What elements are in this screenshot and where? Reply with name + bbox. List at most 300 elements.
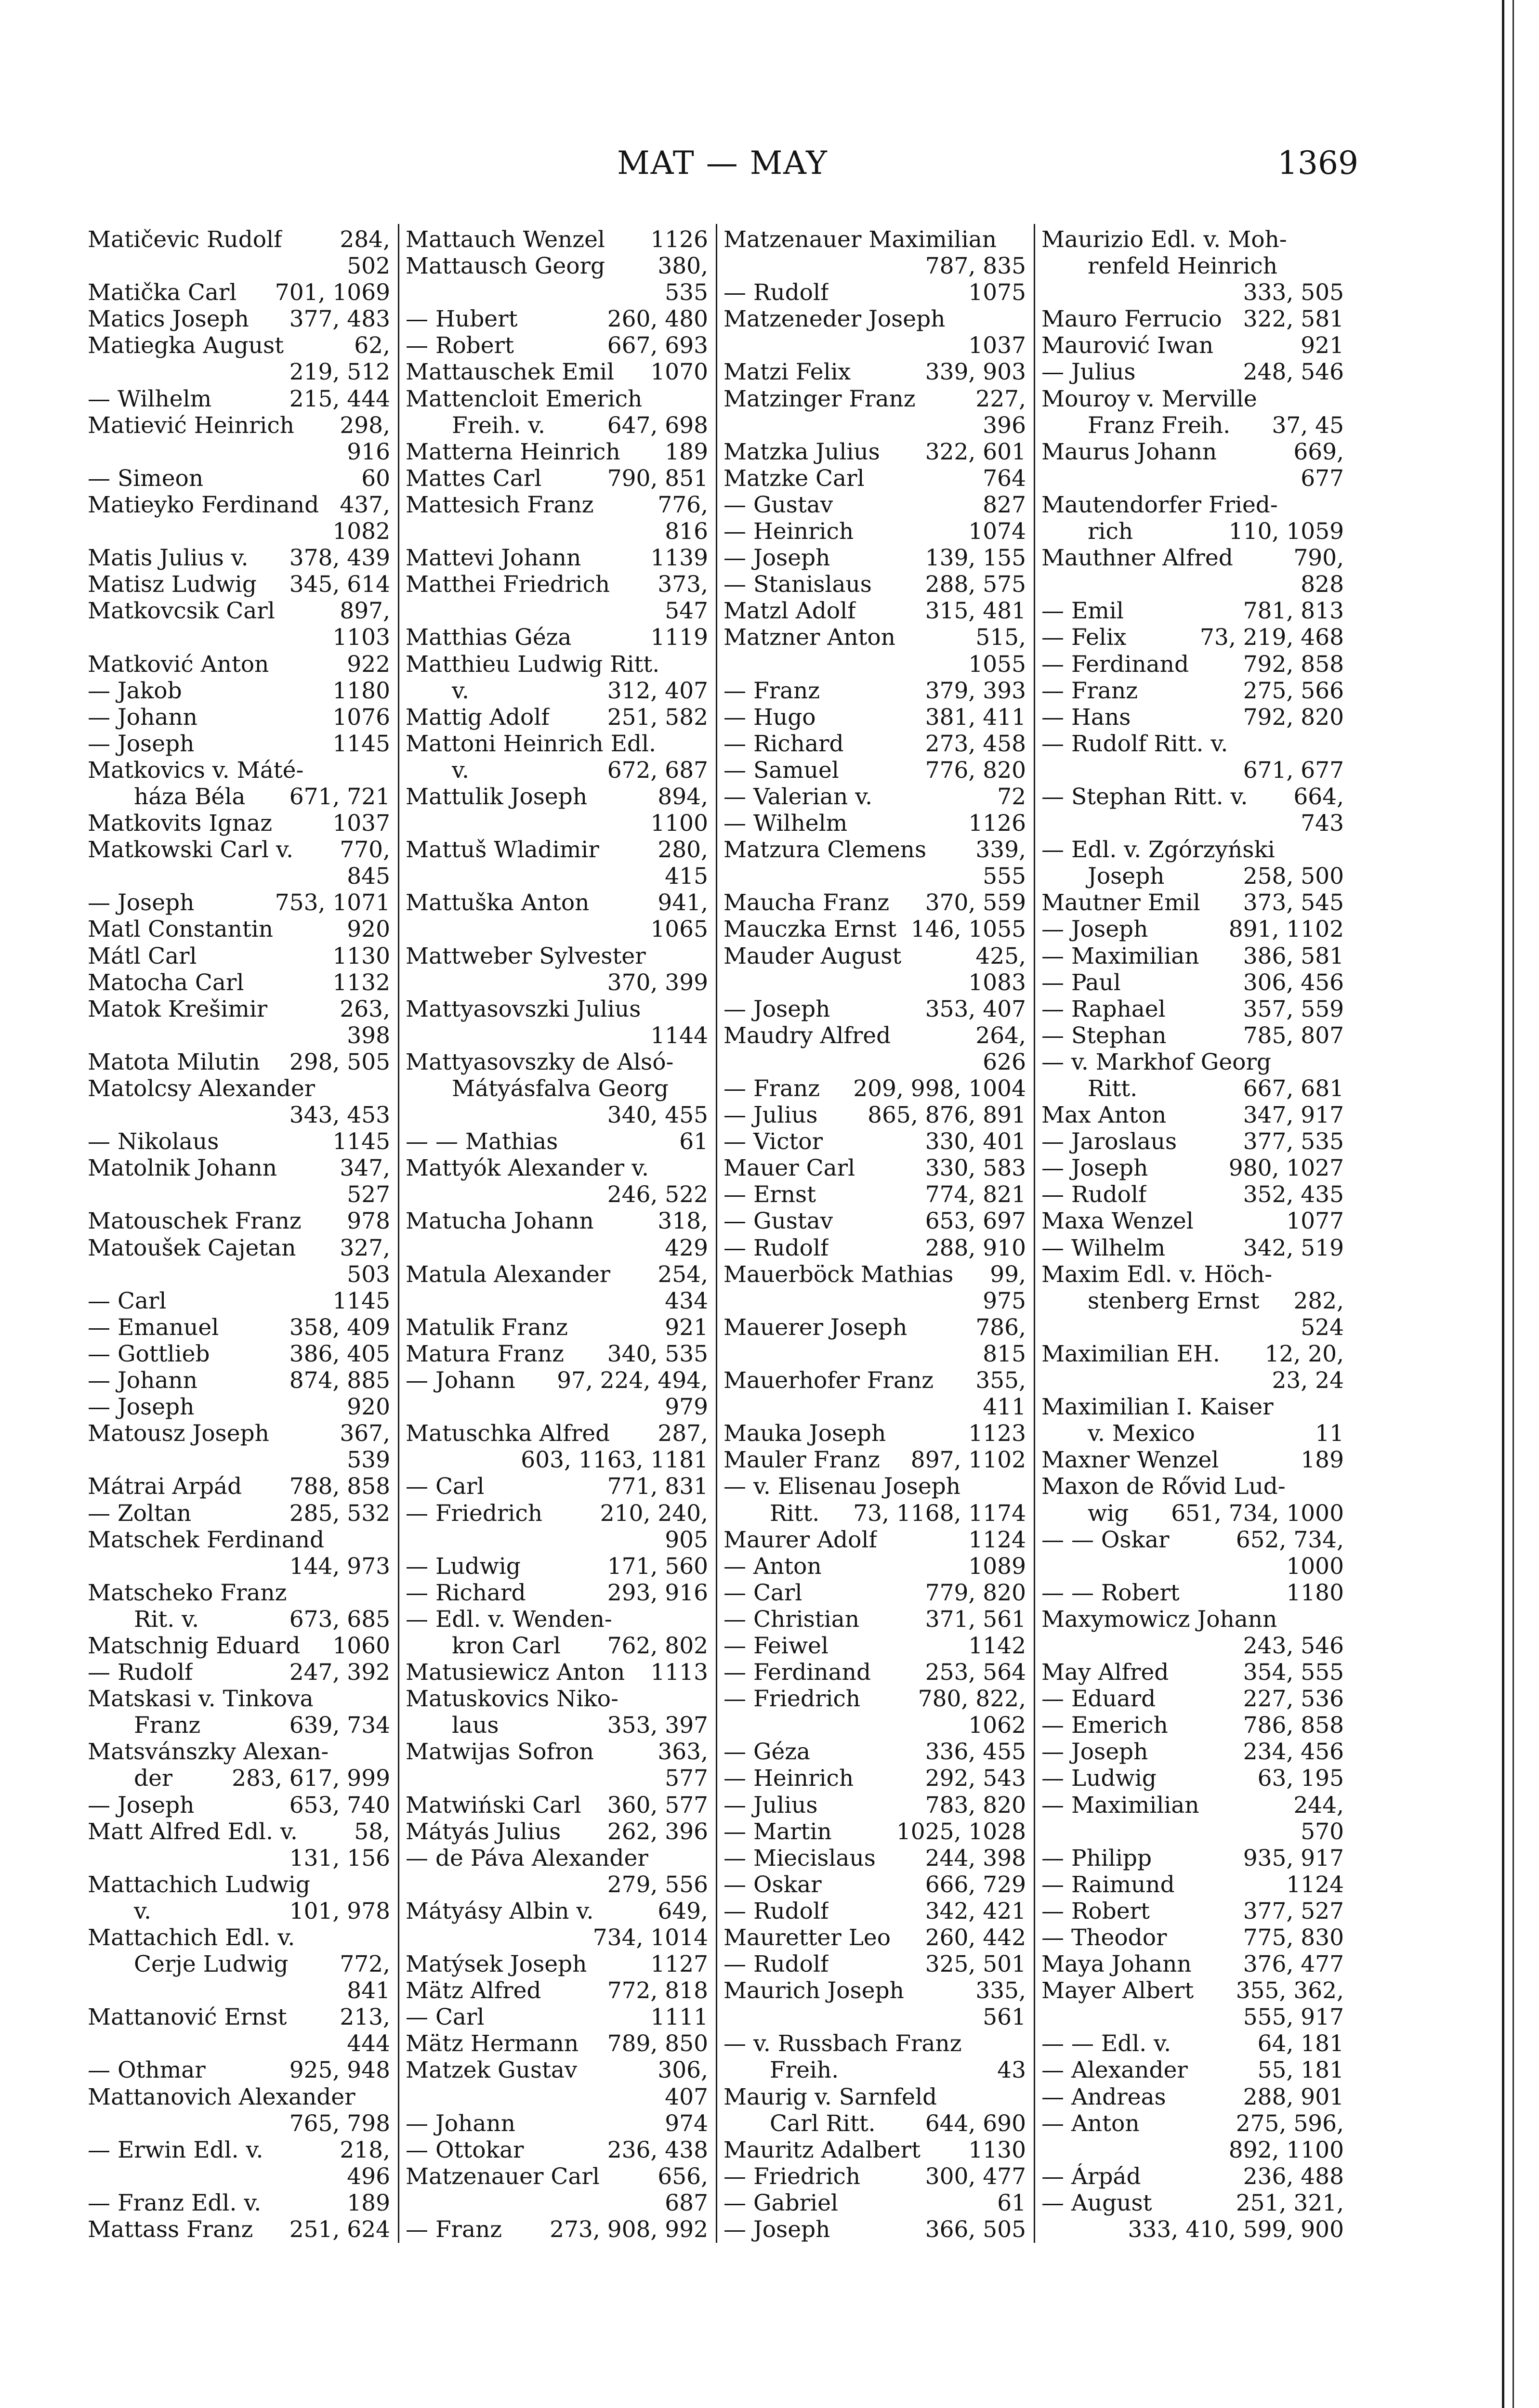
index-entry [723, 624, 1026, 651]
entry-pages: 787, 835 [925, 253, 1026, 280]
entry-pages: 897, 1102 [910, 1447, 1026, 1474]
column-rule [1034, 224, 1035, 2243]
entry-pages: 23, 24 [1272, 1367, 1344, 1394]
entry-name: v. [452, 757, 469, 784]
index-entry [723, 1420, 1026, 1447]
entry-name: — Maximilian [1041, 1792, 1199, 1819]
entry-name: v. [134, 1898, 151, 1924]
index-entry [88, 2030, 390, 2057]
entry-pages: 146, 1055 [910, 916, 1026, 943]
entry-pages: 496 [347, 2163, 390, 2190]
entry-name: — Gustav [723, 491, 833, 518]
index-entry [88, 1102, 390, 1128]
entry-pages: 312, 407 [607, 677, 708, 704]
entry-pages: 626 [983, 1048, 1026, 1075]
index-column-3 [723, 226, 1026, 2243]
index-entry [406, 943, 708, 969]
entry-pages: 244, [1293, 1792, 1344, 1819]
entry-name: Matschnig Eduard [88, 1632, 301, 1659]
entry-name: — Oskar [723, 1871, 822, 1898]
entry-name: — Joseph [723, 2216, 830, 2243]
entry-pages: 12, 20, [1264, 1340, 1344, 1367]
entry-pages: 874, 885 [289, 1367, 390, 1394]
index-entry [1041, 1473, 1344, 1500]
index-entry [88, 2216, 390, 2243]
entry-name: Mouroy v. Merville [1041, 385, 1257, 412]
index-entry [88, 1580, 390, 1606]
entry-pages: 891, 1102 [1228, 916, 1344, 943]
entry-name: — Zoltan [88, 1500, 192, 1527]
entry-name: — Rudolf Ritt. v. [1041, 730, 1228, 757]
entry-pages: 979 [665, 1394, 708, 1421]
entry-name: Matkowski Carl v. [88, 837, 293, 864]
entry-name: Mattesich Franz [406, 491, 594, 518]
entry-pages: 336, 455 [925, 1739, 1026, 1766]
index-entry [1041, 1420, 1344, 1447]
index-entry [1041, 439, 1344, 465]
entry-pages: 555, 917 [1243, 2004, 1344, 2031]
entry-pages: 260, 480 [607, 306, 708, 333]
entry-pages: 377, 483 [289, 306, 390, 333]
entry-name: — Miecislaus [723, 1845, 876, 1871]
entry-pages: 935, 917 [1243, 1845, 1344, 1871]
entry-name: — Rudolf [723, 1951, 829, 1978]
entry-name: Matkovcsik Carl [88, 598, 275, 625]
entry-name: — Franz [723, 677, 820, 704]
entry-pages: 780, 822, [918, 1686, 1026, 1713]
index-entry [1041, 1898, 1344, 1924]
index-entry [723, 2216, 1026, 2243]
index-entry [1041, 1314, 1344, 1341]
index-entry [723, 2190, 1026, 2216]
index-entry [1041, 1739, 1344, 1765]
entry-pages: 667, 693 [607, 332, 708, 359]
entry-pages: 333, 505 [1243, 279, 1344, 306]
entry-name: Matthieu Ludwig Ritt. [406, 651, 660, 678]
entry-name: — Wilhelm [1041, 1234, 1166, 1261]
index-entry [1041, 678, 1344, 704]
index-entry [406, 1845, 708, 1871]
index-entry [406, 837, 708, 863]
index-entry [1041, 1712, 1344, 1739]
index-entry [406, 863, 708, 890]
entry-pages: 656, [658, 2163, 708, 2190]
entry-pages: 357, 559 [1243, 995, 1344, 1022]
entry-pages: 288, 901 [1243, 2083, 1344, 2110]
index-entry [88, 1314, 390, 1341]
entry-pages: 816 [665, 518, 708, 545]
index-entry [1041, 1527, 1344, 1553]
entry-name: — Maximilian [1041, 942, 1199, 969]
entry-name: Mauerer Joseph [723, 1314, 908, 1341]
entry-pages: 770, [340, 837, 390, 864]
entry-name: — Philipp [1041, 1845, 1152, 1871]
entry-name: — Valerian v. [723, 783, 873, 810]
entry-name: — Christian [723, 1606, 859, 1633]
index-entry [88, 1659, 390, 1686]
index-entry [88, 1527, 390, 1553]
index-entry [1041, 890, 1344, 916]
entry-pages: 425, [975, 942, 1026, 969]
index-entry [723, 306, 1026, 332]
entry-name: Franz Freih. [1088, 412, 1231, 439]
entry-name: Matzka Julius [723, 438, 880, 465]
entry-pages: 377, 535 [1243, 1128, 1344, 1155]
index-entry [1041, 1261, 1344, 1288]
entry-pages: 171, 560 [607, 1553, 708, 1580]
entry-name: Maximilian EH. [1041, 1340, 1220, 1367]
entry-pages: 1145 [332, 1287, 390, 1314]
entry-pages: 772, 818 [607, 1977, 708, 2004]
index-entry [88, 598, 390, 624]
entry-pages: 287, [658, 1420, 708, 1447]
entry-pages: 639, 734 [289, 1712, 390, 1739]
index-entry [723, 784, 1026, 810]
entry-pages: 776, [658, 491, 708, 518]
entry-pages: 273, 458 [925, 730, 1026, 757]
entry-name: Maurich Joseph [723, 1977, 904, 2004]
entry-pages: 279, 556 [607, 1871, 708, 1898]
index-entry [88, 2110, 390, 2137]
index-entry [1041, 492, 1344, 518]
entry-name: der [134, 1765, 173, 1792]
index-entry [1041, 1208, 1344, 1234]
entry-pages: 667, 681 [1243, 1075, 1344, 1102]
index-entry [88, 2137, 390, 2163]
index-entry [88, 306, 390, 332]
entry-pages: 327, [340, 1234, 390, 1261]
index-entry [88, 2190, 390, 2216]
entry-name: — Wilhelm [723, 810, 848, 837]
entry-name: Mattachich Edl. v. [88, 1924, 295, 1951]
entry-name: Mauretter Leo [723, 1924, 891, 1951]
entry-pages: 275, 566 [1243, 677, 1344, 704]
entry-pages: 189 [1301, 1447, 1344, 1474]
index-entry [723, 1500, 1026, 1527]
entry-name: Mauerböck Mathias [723, 1261, 954, 1288]
entry-pages: 1060 [332, 1632, 390, 1659]
entry-name: — Robert [406, 332, 514, 359]
entry-pages: 253, 564 [925, 1659, 1026, 1686]
index-entry [406, 306, 708, 332]
entry-name: Matterna Heinrich [406, 438, 620, 465]
entry-name: Joseph [1088, 863, 1165, 890]
entry-pages: 244, 398 [925, 1845, 1026, 1871]
entry-name: Matt Alfred Edl. v. [88, 1818, 298, 1845]
index-entry [723, 253, 1026, 279]
index-entry [406, 1235, 708, 1261]
index-entry [723, 916, 1026, 942]
index-entry [88, 1951, 390, 1977]
index-entry [406, 1394, 708, 1420]
entry-name: Cerje Ludwig [134, 1951, 289, 1978]
entry-name: — Heinrich [723, 1765, 854, 1792]
entry-name: Mátrai Arpád [88, 1473, 242, 1500]
index-entry [88, 1606, 390, 1633]
entry-pages: 1130 [968, 2136, 1026, 2163]
entry-name: Mattyasovszky de Alsó- [406, 1048, 674, 1075]
entry-name: — Joseph [88, 1792, 195, 1819]
index-entry [1041, 1553, 1344, 1580]
entry-name: Freih. [770, 2057, 839, 2084]
entry-pages: 292, 543 [925, 1765, 1026, 1792]
entry-pages: 786, 858 [1243, 1712, 1344, 1739]
entry-name: — Edl. v. Zgórzyński [1041, 837, 1275, 864]
index-entry [1041, 1871, 1344, 1898]
entry-name: — Gustav [723, 1208, 833, 1235]
entry-pages: 1111 [650, 2004, 708, 2031]
entry-name: — Rudolf [88, 1659, 193, 1686]
entry-pages: 367, [340, 1420, 390, 1447]
column-rule [398, 224, 399, 2243]
entry-name: Mauler Franz [723, 1447, 880, 1474]
entry-pages: 227, 536 [1243, 1686, 1344, 1713]
entry-name: Matthei Friedrich [406, 571, 610, 598]
entry-pages: 1000 [1286, 1553, 1344, 1580]
entry-pages: 555 [983, 863, 1026, 890]
entry-pages: 1139 [650, 545, 708, 572]
index-entry [1041, 1181, 1344, 1208]
entry-pages: 248, 546 [1243, 359, 1344, 386]
entry-pages: 1082 [332, 518, 390, 545]
entry-name: — Rudolf [723, 279, 829, 306]
entry-pages: 776, 820 [925, 757, 1026, 784]
index-entry [406, 1049, 708, 1075]
entry-pages: 318, [658, 1208, 708, 1235]
entry-name: Matisz Ludwig [88, 571, 257, 598]
index-entry [1041, 1102, 1344, 1128]
entry-pages: 792, 858 [1243, 651, 1344, 678]
entry-pages: 774, 821 [925, 1181, 1026, 1208]
index-entry [406, 1606, 708, 1633]
index-entry [723, 386, 1026, 412]
entry-pages: 503 [347, 1261, 390, 1288]
index-entry [1041, 1341, 1344, 1367]
index-entry [88, 359, 390, 385]
entry-name: — Julius [1041, 359, 1136, 386]
entry-name: — Paul [1041, 969, 1121, 996]
entry-pages: 411 [983, 1394, 1026, 1421]
index-entry [406, 1181, 708, 1208]
entry-pages: 381, 411 [925, 704, 1026, 731]
entry-name: — Andreas [1041, 2083, 1166, 2110]
index-entry [88, 1420, 390, 1447]
index-entry [406, 2163, 708, 2190]
index-entry [723, 1924, 1026, 1951]
entry-pages: 322, 601 [925, 438, 1026, 465]
entry-name: Matzi Felix [723, 359, 851, 386]
index-entry [406, 598, 708, 624]
index-entry [406, 1898, 708, 1924]
entry-pages: 342, 519 [1243, 1234, 1344, 1261]
entry-name: — Wilhelm [88, 385, 212, 412]
index-entry [723, 1686, 1026, 1712]
entry-pages: 343, 453 [289, 1102, 390, 1129]
entry-pages: 974 [665, 2110, 708, 2137]
index-entry [723, 704, 1026, 731]
entry-name: — Hans [1041, 704, 1131, 731]
index-entry [88, 1500, 390, 1527]
index-entry [88, 731, 390, 757]
entry-pages: 258, 500 [1243, 863, 1344, 890]
index-entry [1041, 545, 1344, 571]
index-entry [406, 1765, 708, 1792]
index-entry [406, 996, 708, 1022]
index-entry [406, 704, 708, 731]
index-entry [723, 757, 1026, 784]
entry-name: Matzek Gustav [406, 2057, 578, 2084]
entry-pages: 110, 1059 [1228, 518, 1344, 545]
index-entry [723, 2137, 1026, 2163]
entry-pages: 293, 916 [607, 1579, 708, 1606]
entry-name: — de Páva Alexander [406, 1845, 648, 1871]
entry-name: — Carl [88, 1287, 167, 1314]
index-entry [88, 704, 390, 731]
entry-pages: 322, 581 [1243, 306, 1344, 333]
entry-name: háza Béla [134, 783, 246, 810]
index-entry [88, 943, 390, 969]
index-entry [406, 1819, 708, 1845]
index-entry [406, 1473, 708, 1500]
entry-name: — Raimund [1041, 1871, 1175, 1898]
entry-pages: 781, 813 [1243, 598, 1344, 625]
entry-name: Mattoni Heinrich Edl. [406, 730, 656, 757]
entry-name: — Joseph [1041, 916, 1148, 943]
index-entry [88, 1155, 390, 1181]
entry-pages: 189 [347, 2189, 390, 2216]
index-entry [88, 1898, 390, 1924]
entry-name: renfeld Heinrich [1088, 253, 1278, 280]
entry-name: Mattyók Alexander v. [406, 1155, 649, 1182]
index-entry [406, 784, 708, 810]
entry-name: wig [1088, 1500, 1129, 1527]
entry-name: Matkovits Ignaz [88, 810, 273, 837]
index-entry [1041, 2190, 1344, 2216]
entry-name: — Anton [723, 1553, 822, 1580]
entry-pages: 189 [665, 438, 708, 465]
entry-pages: 1180 [1286, 1579, 1344, 1606]
entry-name: — Joseph [723, 545, 830, 572]
entry-name: — Erwin Edl. v. [88, 2136, 263, 2163]
entry-name: — Joseph [88, 890, 195, 916]
index-entry [723, 412, 1026, 439]
entry-pages: 60 [361, 465, 390, 492]
entry-pages: 788, 858 [289, 1473, 390, 1500]
entry-name: — Heinrich [723, 518, 854, 545]
column-rule [716, 224, 717, 2243]
entry-name: Matzinger Franz [723, 385, 916, 412]
entry-pages: 340, 535 [607, 1340, 708, 1367]
entry-name: Rit. v. [134, 1606, 199, 1633]
index-entry [88, 1447, 390, 1473]
entry-pages: 790, [1293, 545, 1344, 572]
index-entry [723, 1580, 1026, 1606]
index-entry [406, 1686, 708, 1712]
entry-pages: 815 [983, 1340, 1026, 1367]
entry-name: — Hubert [406, 306, 518, 333]
index-entry [88, 545, 390, 571]
entry-pages: 355, 362, [1236, 1977, 1344, 2004]
entry-pages: 1126 [650, 226, 708, 253]
index-entry [406, 1500, 708, 1527]
index-entry [1041, 1367, 1344, 1394]
index-entry [723, 1235, 1026, 1261]
entry-name: — Friedrich [723, 2163, 861, 2190]
entry-pages: 298, [340, 412, 390, 439]
entry-pages: 62, [354, 332, 390, 359]
entry-pages: 527 [347, 1181, 390, 1208]
index-entry [406, 439, 708, 465]
entry-name: Matura Franz [406, 1340, 564, 1367]
entry-pages: 342, 421 [925, 1898, 1026, 1924]
entry-name: Mauro Ferrucio [1041, 306, 1222, 333]
entry-pages: 779, 820 [925, 1579, 1026, 1606]
index-entry [406, 1924, 708, 1951]
entry-name: Maxa Wenzel [1041, 1208, 1194, 1235]
entry-name: Matthias Géza [406, 624, 572, 651]
entry-name: Mattanović Ernst [88, 2004, 287, 2031]
entry-name: — Theodor [1041, 1924, 1167, 1951]
entry-pages: 429 [665, 1234, 708, 1261]
index-entry [1041, 1500, 1344, 1527]
entry-name: Ritt. [1088, 1075, 1138, 1102]
entry-pages: 377, 527 [1243, 1898, 1344, 1924]
entry-pages: 789, 850 [607, 2030, 708, 2057]
entry-name: Maxim Edl. v. Höch- [1041, 1261, 1273, 1288]
index-entry [723, 1102, 1026, 1128]
index-entry [88, 2163, 390, 2190]
entry-pages: 894, [658, 783, 708, 810]
index-entry [1041, 1447, 1344, 1473]
entry-pages: 765, 798 [289, 2110, 390, 2137]
entry-name: Matičevic Rudolf [88, 226, 282, 253]
index-entry [723, 1527, 1026, 1553]
index-entry [723, 943, 1026, 969]
index-entry [88, 2084, 390, 2110]
index-entry [723, 1075, 1026, 1102]
index-entry [406, 1712, 708, 1739]
index-entry [723, 1447, 1026, 1473]
index-entry [1041, 306, 1344, 332]
index-entry [406, 1367, 708, 1394]
entry-pages: 925, 948 [289, 2057, 390, 2084]
index-entry [723, 1739, 1026, 1765]
index-entry [406, 1261, 708, 1288]
entry-pages: 1074 [968, 518, 1026, 545]
index-entry [723, 1898, 1026, 1924]
entry-pages: 282, [1293, 1287, 1344, 1314]
entry-pages: 275, 596, [1236, 2110, 1344, 2137]
index-entry [88, 1765, 390, 1792]
index-entry [88, 1367, 390, 1394]
index-entry [88, 863, 390, 890]
entry-name: Mautner Emil [1041, 890, 1200, 916]
entry-name: Maxner Wenzel [1041, 1447, 1219, 1474]
entry-pages: 373, 545 [1243, 890, 1344, 916]
entry-pages: 330, 583 [925, 1155, 1026, 1182]
entry-name: — Julius [723, 1102, 818, 1129]
index-entry [723, 1792, 1026, 1819]
entry-pages: 315, 481 [925, 598, 1026, 625]
index-entry [406, 810, 708, 837]
entry-pages: 300, 477 [925, 2163, 1026, 2190]
entry-pages: 1123 [968, 1420, 1026, 1447]
entry-pages: 243, 546 [1243, 1632, 1344, 1659]
entry-name: Mattauch Wenzel [406, 226, 605, 253]
running-title: MAT — MAY [617, 144, 828, 182]
entry-name: — Ludwig [406, 1553, 521, 1580]
page-edge-line [1513, 0, 1514, 2408]
